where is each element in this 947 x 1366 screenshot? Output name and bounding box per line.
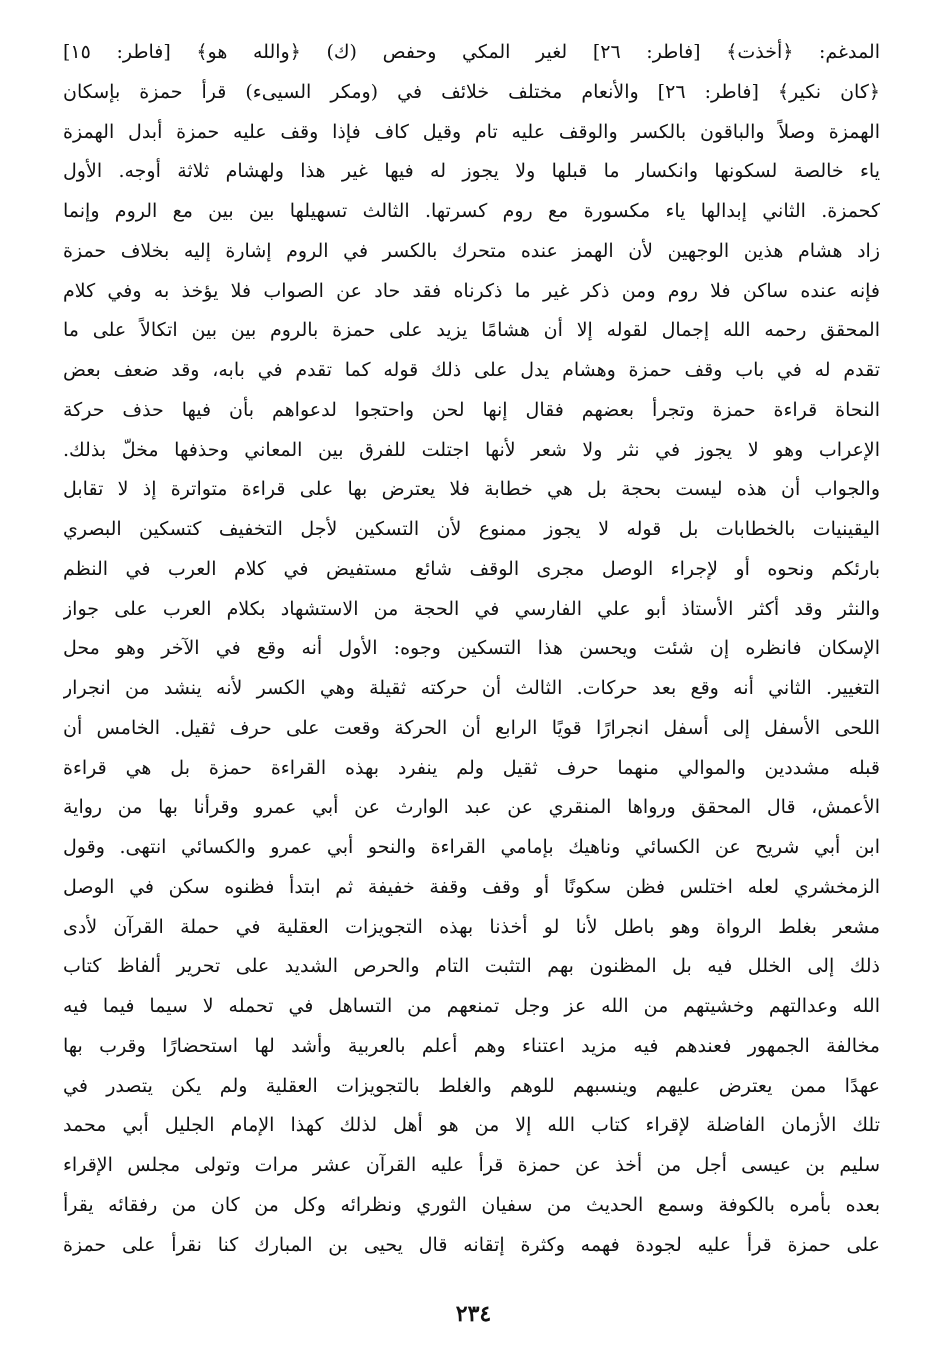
main-text-block bbox=[63, 33, 880, 1265]
text-line: النحاة قراءة حمزة وتجرأ بعضهم فقال إنها لحن واحتجوا لدعواهم بأن فيها حذف حركة bbox=[63, 398, 880, 421]
text-line: سليم بن عيسى أجل من أخذ عن حمزة قرأ عليه القرآن عشر مرات وتولى مجلس الإقراء bbox=[63, 1154, 880, 1176]
text-line: ﴿كان نكير﴾ [فاطر: ٢٦] والأنعام مختلف خلائف في (ومكر السيىء) قرأ حمزة بإسكان bbox=[63, 80, 880, 103]
text-line: بارئكم ونحوه أو لإجراء الوصل مجرى الوقف شائع مستفيض في كلام العرب في النظم bbox=[63, 557, 880, 580]
text-line: تقدم له في باب وقف حمزة وهشام يدل على ذلك قوله كما تقدم في بابه، وقد ضعف بعض bbox=[63, 359, 880, 381]
text-line: قبله مشددين والموالي منهما حرف ثقيل ولم ينفرد بهذه القراءة حمزة بل هي قراءة bbox=[63, 756, 880, 779]
text-line: ابن أبي شريح عن الكسائي وناهيك بإمامي القراءة والنحو أبي عمرو والكسائي انتهى. وقول bbox=[63, 836, 880, 858]
text-line: والنثر وقد أكثر الأستاذ أبو علي الفارسي في الحجة من الاستشهاد بكلام العرب على جواز bbox=[63, 597, 880, 620]
text-line: الهمزة وصلاً والباقون بالكسر والوقف عليه تام وقيل كاف فإذا وقف عليه حمزة أبدل الهمزة bbox=[63, 120, 880, 143]
text-line: كحمزة. الثاني إبدالها ياء مكسورة مع روم كسرتها. الثالث تسهيلها بين بين مع الروم وإنما bbox=[63, 200, 880, 222]
text-line: التغيير. الثاني أنه وقع بعد حركات. الثالث أن حركته ثقيلة وهي الكسر لأنه ينشد من انجرار bbox=[63, 677, 880, 699]
text-line: ياء خالصة لسكونها وانكسار ما قبلها ولا يجوز له فيها غير هذا ولهشام ثلاثة أوجه. الأول bbox=[63, 160, 880, 183]
text-line: الزمخشري لعله اختلس فظن سكونًا أو وقف وقفة خفيفة ثم ابتدأ فظنوه سكن في الوصل bbox=[63, 875, 880, 898]
text-line: عهدًا ممن يعترض عليهم وينسبهم للوهم والغلط بالتجويزات العقلية ولم يكن يتصدر في bbox=[63, 1074, 880, 1097]
text-line: الإسكان فانظره إن شئت ويحسن هذا التسكين وجوه: الأول أنه وقع في الآخر وهو محل bbox=[63, 637, 880, 660]
text-line: الإعراب وهو لا يجوز في نثر ولا شعر لأنها اجتلت للفرق بين المعاني وحذفها مخلّ بذلك. bbox=[63, 438, 880, 461]
text-line: تلك الأزمان الفاضلة لإقراء كتاب الله إلا من هو أهل لذلك كهذا الإمام الجليل أبي محمد bbox=[63, 1114, 880, 1137]
text-line: فإنه عنده ساكن فلا روم ومن ذكر غير ما ذكرناه فقد حاد عن الصواب فلا يؤخذ به وفي كلام bbox=[63, 279, 880, 302]
text-line: المحقق رحمه الله إجمال لقوله إلا أن هشامًا يزيد على حمزة بالروم بين بين اتكالاً على ما bbox=[63, 319, 880, 342]
text-line: ذلك إلى الخلل فيه بل المظنون بهم التثبت التام والحرص الشديد على تحرير ألفاظ كتاب bbox=[63, 955, 880, 978]
text-line: الأعمش، قال المحقق ورواها المنقري عن عبد الوارث عن أبي عمرو وقرأنا بها من رواية bbox=[63, 796, 880, 819]
text-line: مشعر بغلط الرواة وهو باطل لأنا لو أخذنا بهذه التجويزات العقلية في حملة القرآن لأدى bbox=[63, 915, 880, 938]
text-line: مخالفة الجمهور فعندهم فيه مزيد اعتناء وهم أعلم بالعربية وأشد لها استحضارًا وقرب بها bbox=[63, 1034, 880, 1057]
text-line: اليقينيات بالخطابات بل قوله لا يجوز ممنوع لأن التسكين لأجل التخفيف كتسكين البصري bbox=[63, 518, 880, 540]
text-line: المدغم: ﴿أخذت﴾ [فاطر: ٢٦] لغير المكي وحفص (ك) ﴿والله هو﴾ [فاطر: ١٥] bbox=[63, 41, 880, 63]
text-line: اللحى الأسفل إلى أسفل انجرارًا قويًا الرابع أن الحركة وقعت على حرف ثقيل. الخامس أن bbox=[63, 716, 880, 739]
text-line: على حمزة قرأ عليه لجودة فهمه وكثرة إتقانه قال يحيى بن المبارك كنا نقرأ على حمزة bbox=[63, 1233, 880, 1256]
text-line: بعده بأمره بالكوفة وسمع الحديث من سفيان الثوري ونظرائه وكل من كان من رفقائه يقرأ bbox=[63, 1193, 880, 1216]
text-line: الله وعدالتهم وخشيتهم من الله عز وجل تمنعهم من التساهل في تحمله لا سيما فيما فيه bbox=[63, 995, 880, 1017]
text-line: زاد هشام هذين الوجهين لأن الهمز عنده متحرك بالكسر في الروم إشارة إليه بخلاف حمزة bbox=[63, 239, 880, 262]
text-line: والجواب أن هذه ليست بحجة بل هي خطابة فلا يعترض بها على قراءة متواترة إذ لا تقابل bbox=[63, 478, 880, 501]
page-number: ٢٣٤ bbox=[455, 1301, 492, 1327]
